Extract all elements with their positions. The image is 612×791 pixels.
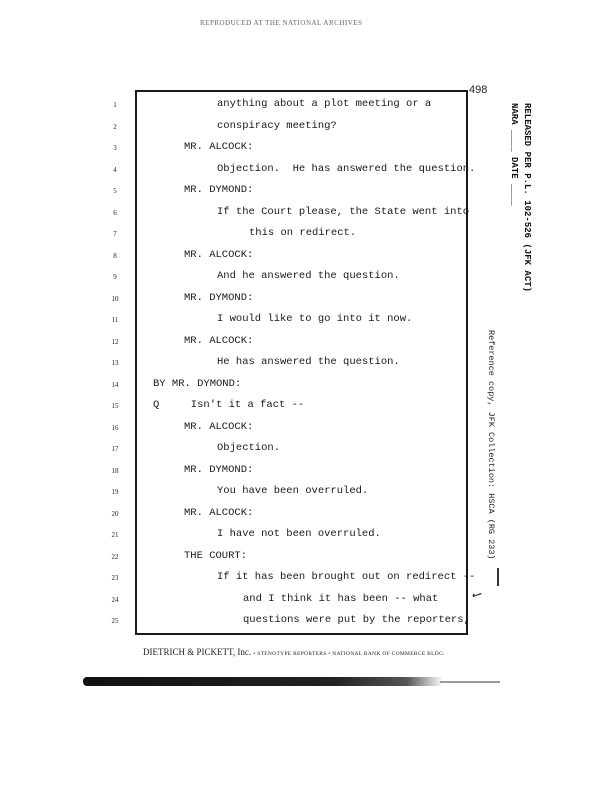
scan-smear-tail xyxy=(440,681,500,683)
line-number: 22 xyxy=(111,553,119,561)
speaker-label: MR. DYMOND: xyxy=(184,184,254,196)
line-number: 14 xyxy=(111,381,119,389)
release-stamp-line2: NARA ____ DATE ____ xyxy=(509,103,519,206)
transcript-line: questions were put by the reporters, xyxy=(243,614,470,626)
release-stamp xyxy=(507,103,533,292)
speaker-label: MR. ALCOCK: xyxy=(184,249,254,261)
line-number: 16 xyxy=(111,424,119,432)
transcript-line: conspiracy meeting? xyxy=(217,120,337,132)
transcript-line: If the Court please, the State went into xyxy=(217,206,470,218)
line-number: 20 xyxy=(111,510,119,518)
transcript-line: I have not been overruled. xyxy=(217,528,381,540)
line-number: 4 xyxy=(113,166,117,174)
speaker-label: THE COURT: xyxy=(184,550,248,562)
line-number: 21 xyxy=(111,531,119,539)
transcript-line: If it has been brought out on redirect -- xyxy=(217,571,476,583)
scan-smear xyxy=(83,677,443,686)
line-number: 15 xyxy=(111,402,119,410)
transcript-line: Q Isn't it a fact -- xyxy=(153,399,305,411)
transcript-line: I would like to go into it now. xyxy=(217,313,413,325)
transcript-line: Objection. xyxy=(217,442,281,454)
margin-check-mark: ✓ xyxy=(467,585,486,606)
line-number: 19 xyxy=(111,488,119,496)
line-number: 12 xyxy=(111,338,119,346)
line-number: 17 xyxy=(111,445,119,453)
speaker-label: MR. DYMOND: xyxy=(184,464,254,476)
line-number: 13 xyxy=(111,359,119,367)
transcript-line: You have been overruled. xyxy=(217,485,369,497)
speaker-label: MR. ALCOCK: xyxy=(184,507,254,519)
line-number: 7 xyxy=(113,230,117,238)
transcript-line: anything about a plot meeting or a xyxy=(217,98,432,110)
speaker-label: MR. ALCOCK: xyxy=(184,141,254,153)
line-number: 18 xyxy=(111,467,119,475)
transcript-line: Objection. He has answered the question. xyxy=(217,163,476,175)
transcript-line: and I think it has been -- what xyxy=(243,593,439,605)
margin-tick-mark xyxy=(497,568,499,586)
line-number: 2 xyxy=(113,123,117,131)
line-number: 5 xyxy=(113,187,117,195)
reporter-firm: DIETRICH & PICKETT, Inc. xyxy=(143,647,252,657)
line-number: 23 xyxy=(111,574,119,582)
line-number: 24 xyxy=(111,596,119,604)
line-number: 3 xyxy=(113,144,117,152)
line-number: 10 xyxy=(111,295,119,303)
examination-label: BY MR. DYMOND: xyxy=(153,378,242,390)
reporter-footer xyxy=(143,647,445,657)
archives-header-stamp: REPRODUCED AT THE NATIONAL ARCHIVES xyxy=(200,19,363,27)
line-number: 25 xyxy=(111,617,119,625)
speaker-label: MR. ALCOCK: xyxy=(184,335,254,347)
line-number: 9 xyxy=(113,273,117,281)
line-number: 8 xyxy=(113,252,117,260)
page-number: 498 xyxy=(469,84,488,96)
reporter-tagline: • STENOTYPE REPORTERS • NATIONAL BANK OF COMMERCE BLDG. xyxy=(253,651,446,657)
transcript-line: He has answered the question. xyxy=(217,356,400,368)
release-stamp-line1: RELEASED PER P.L. 102-526 (JFK ACT) xyxy=(522,103,532,293)
speaker-label: MR. DYMOND: xyxy=(184,292,254,304)
line-number: 11 xyxy=(111,316,119,324)
transcript-line: this on redirect. xyxy=(249,227,357,239)
line-number: 6 xyxy=(113,209,117,217)
transcript-line: And he answered the question. xyxy=(217,270,400,282)
reference-copy-note: Reference copy, JFK Collection: HSCA (RG 233) xyxy=(486,330,496,560)
speaker-label: MR. ALCOCK: xyxy=(184,421,254,433)
line-number: 1 xyxy=(113,101,117,109)
